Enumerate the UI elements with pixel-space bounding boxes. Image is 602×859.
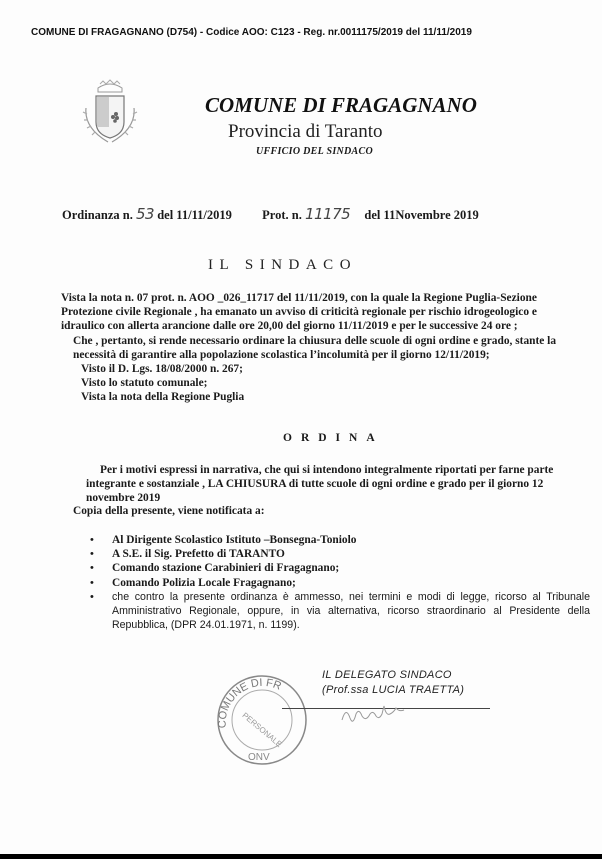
order-paragraph: Per i motivi espressi in narrativa, che qui si intendono integralmente riportati per farne parte integrante e sostanziale , LA CHIUSURA di tutte scuole di ogni ordine e grado per il giorno 12 novembre 2019 (86, 464, 554, 505)
premise-vista-nota: Vista la nota n. 07 prot. n. AOO _026_11717 del 11/11/2019, con la quale la Regione Puglia-Sezione Protezione civile Regionale , ha emanato un avviso di criticità regionale per rischio idrogeologico e idraulico con allerta arancione dalle ore 20,00 del giorno 11/11/2019 e per le successive 24 ore ; (61, 292, 537, 333)
handwritten-signature-icon (340, 700, 450, 730)
copy-notice: Copia della presente, viene notificata a: (73, 505, 265, 517)
page-bottom-bar (0, 854, 602, 859)
office-name: UFFICIO DEL SINDACO (256, 146, 374, 157)
ordinance-line (62, 205, 479, 223)
signer-name: (Prof.ssa LUCIA TRAETTA) (322, 684, 465, 696)
registration-header: COMUNE DI FRAGAGNANO (D754) - Codice AOO: C123 - Reg. nr.0011175/2019 del 11/11/2019 (31, 27, 472, 38)
recipient-item: • Comando Polizia Locale Fragagnano; (90, 576, 590, 590)
signer-role: IL DELEGATO SINDACO (322, 669, 452, 681)
order-text (86, 463, 586, 506)
protocol-label: Prot. n. (262, 208, 302, 222)
appeal-notice: • che contro la presente ordinanza è ammesso, nei termini e modi di legge, ricorso al Tribunale Amministrativo Regionale, oppure, in via alternativa, ricorso straordinario al Presidente della Repubblica, (DPR 24.01.1971, n. 1199). (90, 590, 590, 633)
coat-of-arms-icon (78, 78, 142, 148)
premises-section (61, 291, 581, 405)
signature-block (322, 668, 464, 698)
svg-text:PERSONALE: PERSONALE (240, 710, 284, 750)
recipient-item: • A S.E. il Sig. Prefetto di TARANTO (90, 547, 590, 561)
premise-visto-statuto: Visto lo statuto comunale; (81, 377, 208, 390)
ordinance-date: del 11/11/2019 (157, 208, 232, 222)
official-stamp-icon (214, 672, 310, 768)
ordinance-number: 53 (135, 205, 155, 223)
recipient-item: • Al Dirigente Scolastico Istituto –Bonsegna-Toniolo (90, 533, 590, 547)
premise-che-pertanto (61, 334, 581, 362)
ordinance-label: Ordinanza n. (62, 208, 133, 222)
municipality-title: COMUNE DI FRAGAGNANO (205, 93, 477, 117)
premise-vista-nota-regione: Vista la nota della Regione Puglia (81, 391, 245, 404)
heading-ordina: ORDINA (283, 432, 384, 444)
svg-text:COMUNE DI FR: COMUNE DI FR (216, 676, 283, 729)
province-name: Provincia di Taranto (228, 121, 383, 142)
svg-text:ONV: ONV (248, 752, 270, 763)
protocol-date: del 11Novembre 2019 (364, 208, 479, 222)
heading-il-sindaco: IL SINDACO (208, 257, 358, 273)
premise-visto-dlgs: Visto il D. Lgs. 18/08/2000 n. 267; (81, 363, 243, 376)
premise-che-pertanto-text: Che , pertanto, si rende necessario ordinare la chiusura delle scuole di ogni ordine e grado, stante la necessità di garantire alla popolazione scolastica l’incolumità per il giorno 12/11/2019; (73, 334, 557, 361)
recipients-list (90, 533, 590, 632)
recipient-item: • Comando stazione Carabinieri di Fragagnano; (90, 561, 590, 575)
protocol-number: 11175 (304, 205, 351, 223)
